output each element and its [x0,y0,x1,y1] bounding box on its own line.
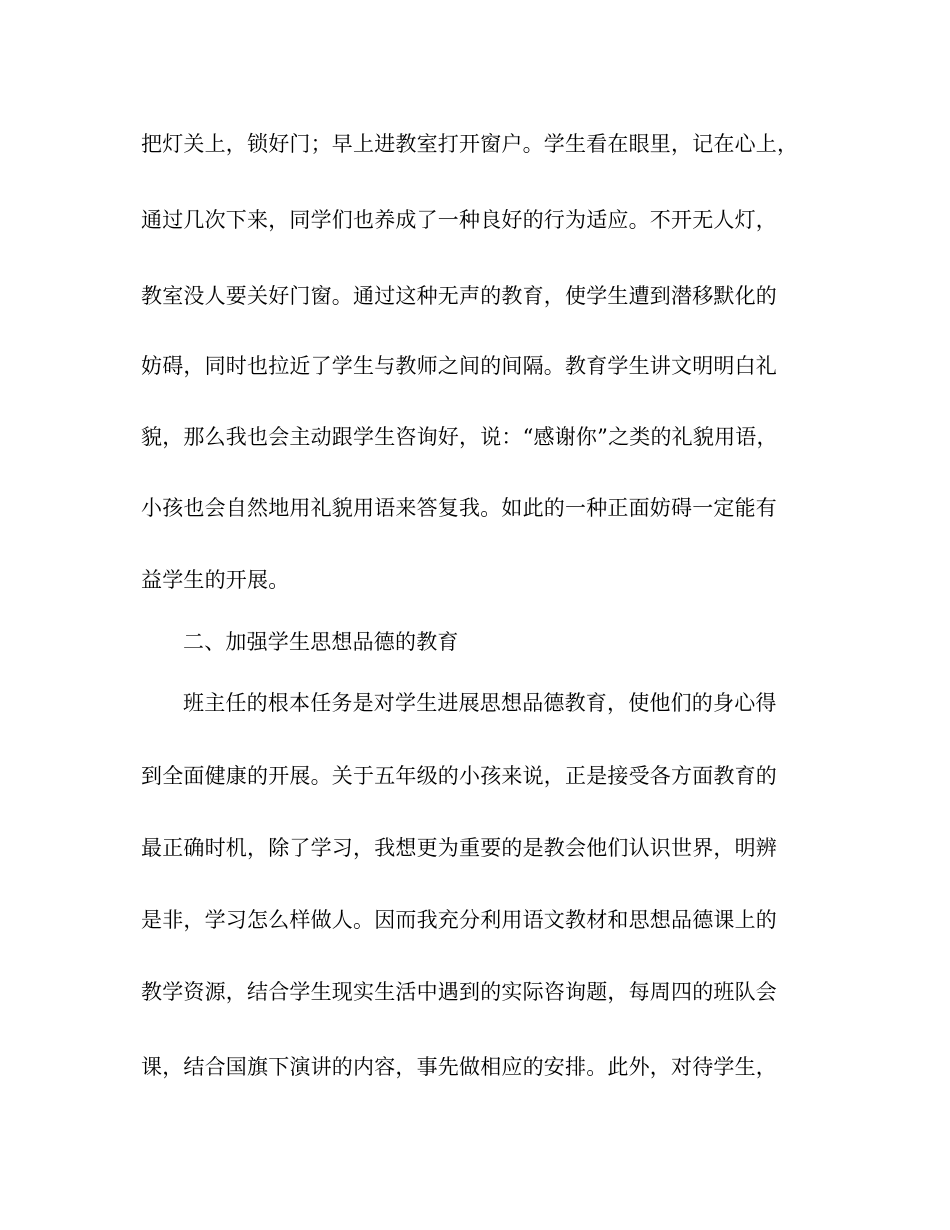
paragraph-line: 课，结合国旗下演讲的内容，事先做相应的安排。此外，对待学生， [141,1055,777,1079]
paragraph-line: 到全面健康的开展。关于五年级的小孩来说，正是接受各方面教育的 [141,764,777,788]
paragraph-line: 小孩也会自然地用礼貌用语来答复我。如此的一种正面妨碍一定能有 [141,496,777,520]
paragraph-line: 把灯关上，锁好门；早上进教室打开窗户。学生看在眼里，记在心上， [141,132,799,156]
paragraph-line: 最正确时机，除了学习，我想更为重要的是教会他们认识世界，明辨 [141,836,777,860]
section-heading: 二、加强学生思想品德的教育 [183,630,459,654]
paragraph-line: 貌，那么我也会主动跟学生咨询好，说：“感谢你”之类的礼貌用语， [141,425,778,449]
paragraph-line: 教室没人要关好门窗。通过这种无声的教育，使学生遭到潜移默化的 [141,284,777,308]
paragraph-line: 是非，学习怎么样做人。因而我充分利用语文教材和思想品德课上的 [141,908,777,932]
paragraph-line: 妨碍，同时也拉近了学生与教师之间的间隔。教育学生讲文明明白礼 [141,354,777,378]
paragraph-line: 通过几次下来，同学们也养成了一种良好的行为适应。不开无人灯， [141,208,777,232]
paragraph-line: 益学生的开展。 [141,568,290,592]
paragraph-line: 教学资源，结合学生现实生活中遇到的实际咨询题，每周四的班队会 [141,980,777,1004]
paragraph-line: 班主任的根本任务是对学生进展思想品德教育，使他们的身心得 [183,691,777,715]
